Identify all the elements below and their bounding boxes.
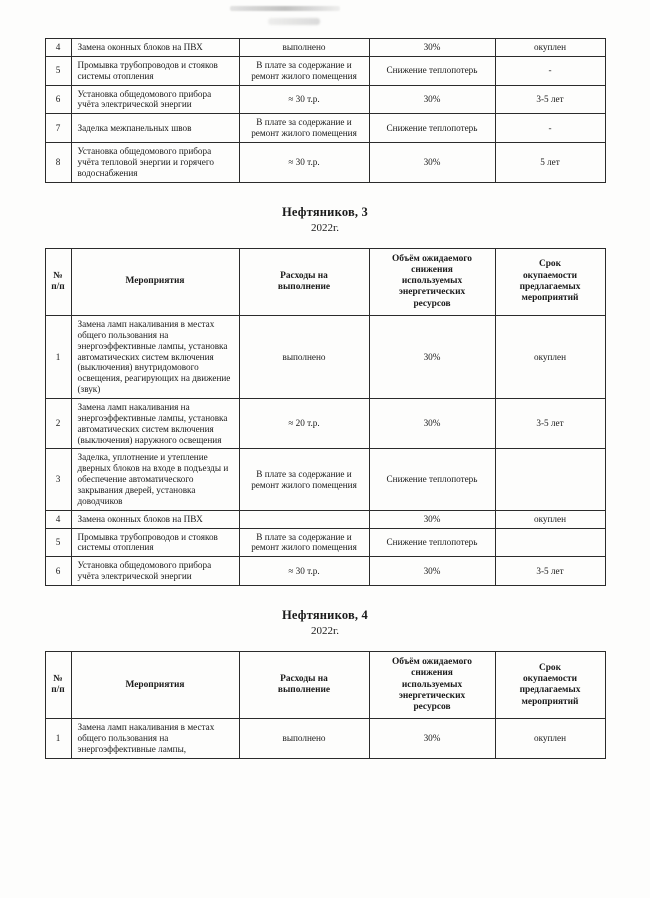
row-volume: 30%: [369, 510, 495, 528]
header-volume-line5: ресурсов: [413, 298, 451, 309]
row-volume: 30%: [369, 85, 495, 114]
row-term: 3-5 лет: [495, 557, 605, 586]
header-cost-line2: выполнение: [277, 685, 331, 696]
row-number: 7: [45, 114, 71, 143]
row-cost: ≈ 30 т.р.: [239, 143, 369, 183]
table-row: [45, 399, 605, 449]
row-cost: выполнено: [239, 719, 369, 759]
header-volume-line3: используемых: [401, 276, 463, 287]
section-title-neftyanikov-3: Нефтяников, 3: [281, 204, 369, 219]
header-volume-line5: ресурсов: [413, 702, 451, 713]
row-cost: В плате за содержание и ремонт жилого помещения: [239, 56, 369, 85]
row-number: 1: [45, 719, 71, 759]
header-cost-line1: Расходы на: [280, 270, 328, 281]
table-row: [45, 719, 605, 759]
row-measure: Замена оконных блоков на ПВХ: [71, 39, 239, 57]
header-cost: [239, 652, 369, 719]
row-term: окуплен: [495, 39, 605, 57]
header-volume-line1: Объём ожидаемого: [391, 253, 472, 264]
row-cost: ≈ 30 т.р.: [239, 557, 369, 586]
table-row: [45, 557, 605, 586]
row-term: 3-5 лет: [495, 85, 605, 114]
row-measure: Заделка, уплотнение и утепление дверных блоков на входе в подъезды и обеспечение автоматического закрывания дверей, установка доводчиков: [71, 449, 239, 510]
row-volume: 30%: [369, 316, 495, 399]
row-cost: В плате за содержание и ремонт жилого помещения: [239, 528, 369, 557]
header-volume: [369, 652, 495, 719]
section-title-neftyanikov-4: Нефтяников, 4: [281, 608, 369, 623]
row-volume: Снижение теплопотерь: [369, 114, 495, 143]
header-cost-line2: выполнение: [277, 281, 331, 292]
row-volume: 30%: [369, 557, 495, 586]
header-measure: Мероприятия: [71, 652, 239, 719]
row-measure: Установка общедомового прибора учёта электрической энергии: [71, 557, 239, 586]
row-volume: 30%: [369, 39, 495, 57]
row-number: 2: [45, 399, 71, 449]
row-number: 6: [45, 557, 71, 586]
table-row: [45, 316, 605, 399]
row-number: 5: [45, 528, 71, 557]
scan-artifact-top-secondary: [268, 18, 320, 25]
row-measure: Заделка межпанельных швов: [71, 114, 239, 143]
table-row: [45, 449, 605, 510]
table-top-continued: [45, 38, 606, 183]
row-number: 4: [45, 39, 71, 57]
row-term: 5 лет: [495, 143, 605, 183]
header-term-line2: окупаемости: [522, 673, 577, 684]
header-number-line2: п/п: [51, 685, 65, 696]
row-number: 4: [45, 510, 71, 528]
row-number: 6: [45, 85, 71, 114]
table-neftyanikov-3: [45, 248, 606, 586]
row-term: [495, 449, 605, 510]
table-row: [45, 114, 605, 143]
row-number: 5: [45, 56, 71, 85]
table-row: [45, 143, 605, 183]
row-measure: Установка общедомового прибора учёта электрической энергии: [71, 85, 239, 114]
row-term: окуплен: [495, 510, 605, 528]
table-row: [45, 56, 605, 85]
header-number-line1: №: [53, 270, 63, 281]
header-volume-line4: энергетических: [398, 690, 466, 701]
header-term: [495, 248, 605, 315]
row-term: окуплен: [495, 719, 605, 759]
header-cost: [239, 248, 369, 315]
header-volume-line2: снижения: [411, 264, 453, 275]
header-number-line1: №: [53, 673, 63, 684]
row-term: 3-5 лет: [495, 399, 605, 449]
row-cost: В плате за содержание и ремонт жилого помещения: [239, 449, 369, 510]
row-volume: 30%: [369, 143, 495, 183]
row-measure: Промывка трубопроводов и стояков системы отопления: [71, 528, 239, 557]
row-term: -: [495, 114, 605, 143]
row-measure: Замена оконных блоков на ПВХ: [71, 510, 239, 528]
scan-artifact-top: [230, 6, 340, 11]
row-cost: ≈ 30 т.р.: [239, 85, 369, 114]
row-term: -: [495, 56, 605, 85]
row-measure: Замена ламп накаливания в местах общего пользования на энергоэффективные лампы, установка автоматических систем включения (выключения) внутридомового освещения, реагирующих на движение (звук): [71, 316, 239, 399]
header-term-line3: предлагаемых: [519, 281, 581, 292]
row-measure: Замена ламп накаливания в местах общего пользования на энергоэффективные лампы,: [71, 719, 239, 759]
row-number: 3: [45, 449, 71, 510]
row-volume: Снижение теплопотерь: [369, 528, 495, 557]
row-cost: [239, 510, 369, 528]
header-volume: [369, 248, 495, 315]
header-number-line2: п/п: [51, 281, 65, 292]
header-term-line4: мероприятий: [521, 696, 579, 707]
header-term-line1: Срок: [538, 662, 562, 673]
row-measure: Промывка трубопроводов и стояков системы отопления: [71, 56, 239, 85]
row-measure: Установка общедомового прибора учёта тепловой энергии и горячего водоснабжения: [71, 143, 239, 183]
header-term-line3: предлагаемых: [519, 685, 581, 696]
table-top-continued-wrap: [0, 0, 650, 183]
table-neftyanikov-4: [45, 651, 606, 759]
table-row: [45, 39, 605, 57]
section-year-neftyanikov-3: 2022г.: [310, 221, 340, 234]
table-row: [45, 510, 605, 528]
header-volume-line1: Объём ожидаемого: [391, 657, 472, 668]
header-term-line1: Срок: [538, 259, 562, 270]
row-term: окуплен: [495, 316, 605, 399]
row-cost: выполнено: [239, 39, 369, 57]
header-volume-line3: используемых: [401, 679, 463, 690]
row-number: 8: [45, 143, 71, 183]
row-volume: 30%: [369, 399, 495, 449]
header-term-line4: мероприятий: [521, 293, 579, 304]
row-measure: Замена ламп накаливания на энергоэффективные лампы, установка автоматических систем включения (выключения) наружного освещения: [71, 399, 239, 449]
row-cost: выполнено: [239, 316, 369, 399]
header-term: [495, 652, 605, 719]
header-cost-line1: Расходы на: [280, 673, 328, 684]
row-volume: 30%: [369, 719, 495, 759]
header-volume-line4: энергетических: [398, 287, 466, 298]
row-term: [495, 528, 605, 557]
row-number: 1: [45, 316, 71, 399]
table-neftyanikov-4-wrap: [0, 651, 650, 759]
header-number: [45, 652, 71, 719]
table-header-row: [45, 248, 605, 315]
table-row: [45, 528, 605, 557]
table-row: [45, 85, 605, 114]
row-cost: В плате за содержание и ремонт жилого помещения: [239, 114, 369, 143]
header-measure: Мероприятия: [71, 248, 239, 315]
header-number: [45, 248, 71, 315]
row-volume: Снижение теплопотерь: [369, 56, 495, 85]
table-header-row: [45, 652, 605, 719]
header-term-line2: окупаемости: [522, 270, 577, 281]
row-volume: Снижение теплопотерь: [369, 449, 495, 510]
row-cost: ≈ 20 т.р.: [239, 399, 369, 449]
section-year-neftyanikov-4: 2022г.: [310, 625, 340, 638]
header-volume-line2: снижения: [411, 668, 453, 679]
